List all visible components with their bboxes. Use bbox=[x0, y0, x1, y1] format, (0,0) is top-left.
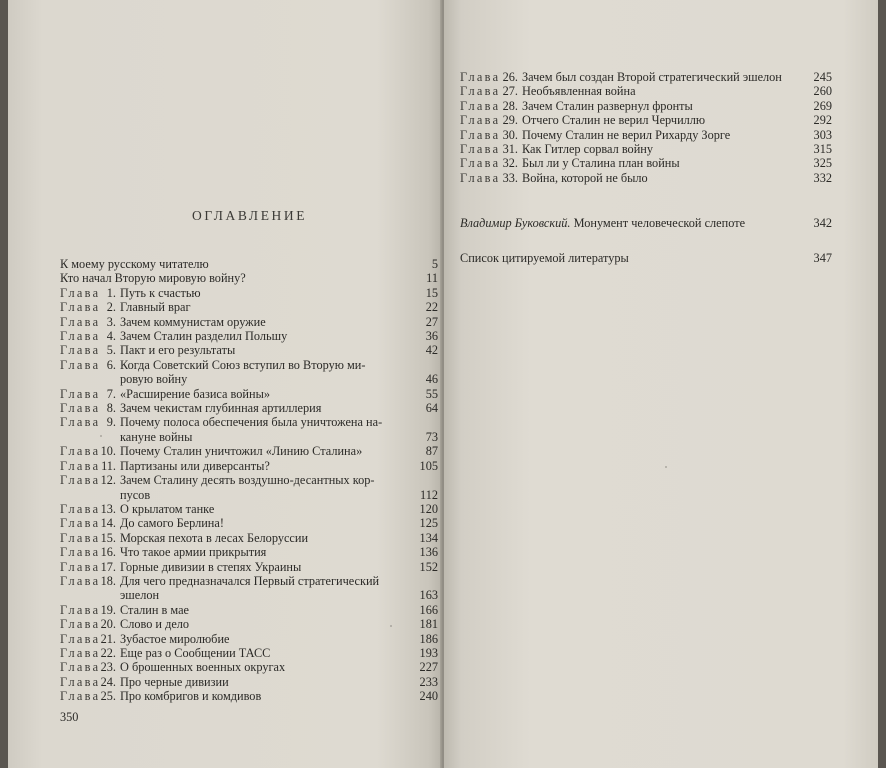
toc-chapter-entry bbox=[60, 617, 438, 631]
chapter-word: Глава bbox=[60, 458, 101, 473]
chapter-page: 163 bbox=[419, 588, 438, 603]
chapter-number: 13. bbox=[100, 501, 116, 516]
chapter-page: 73 bbox=[425, 429, 438, 444]
chapter-word: Глава bbox=[460, 170, 501, 185]
toc-chapter-entry bbox=[60, 444, 438, 458]
chapter-number: 29. bbox=[502, 113, 518, 128]
chapter-word: Глава bbox=[60, 660, 101, 675]
chapter-number: 20. bbox=[100, 617, 116, 632]
bibliography-entry bbox=[460, 251, 832, 266]
chapter-page: 105 bbox=[419, 458, 438, 473]
toc-chapter-entry bbox=[60, 545, 438, 559]
afterword-title: Монумент человеческой слепоте bbox=[573, 216, 746, 230]
chapter-word: Глава bbox=[60, 559, 101, 574]
chapter-word: Глава bbox=[60, 501, 101, 516]
chapter-number: 10. bbox=[100, 444, 116, 459]
chapter-title-continuation: пусов bbox=[120, 487, 151, 502]
chapter-page: 260 bbox=[813, 84, 832, 99]
chapter-number: 32. bbox=[502, 156, 518, 171]
chapter-title: Необъявленная война bbox=[522, 84, 636, 99]
chapter-title: Война, которой не было bbox=[522, 170, 648, 185]
toc-entry bbox=[60, 271, 438, 285]
bibliography-page: 347 bbox=[813, 251, 832, 265]
chapter-page: 112 bbox=[420, 487, 438, 502]
chapter-word: Глава bbox=[60, 689, 101, 704]
chapter-title: Еще раз о Сообщении ТАСС bbox=[120, 645, 271, 660]
toc-left-list bbox=[60, 257, 438, 704]
chapter-number: 28. bbox=[502, 98, 518, 113]
toc-chapter-entry bbox=[60, 300, 438, 314]
chapter-title: Партизаны или диверсанты? bbox=[120, 458, 270, 473]
toc-chapter-entry bbox=[460, 156, 832, 170]
toc-chapter-entry bbox=[60, 286, 438, 300]
chapter-word: Глава bbox=[460, 113, 501, 128]
chapter-word: Глава bbox=[60, 602, 101, 617]
chapter-number: 24. bbox=[100, 674, 116, 689]
chapter-page: 269 bbox=[813, 98, 832, 113]
toc-entry bbox=[60, 257, 438, 271]
chapter-page: 134 bbox=[419, 530, 438, 545]
chapter-title: Зачем чекистам глубинная артиллерия bbox=[120, 401, 322, 416]
toc-entry-page: 11 bbox=[426, 271, 438, 286]
chapter-title: Сталин в мае bbox=[120, 602, 189, 617]
chapter-page: 46 bbox=[425, 372, 438, 387]
toc-chapter-entry bbox=[460, 171, 832, 185]
toc-chapter-continuation bbox=[60, 372, 438, 386]
chapter-page: 315 bbox=[813, 142, 832, 157]
chapter-word: Глава bbox=[60, 631, 101, 646]
chapter-page: 42 bbox=[425, 343, 438, 358]
chapter-word: Глава bbox=[60, 300, 101, 315]
toc-chapter-entry bbox=[60, 315, 438, 329]
chapter-page: 181 bbox=[419, 617, 438, 632]
chapter-page: 125 bbox=[419, 516, 438, 531]
chapter-word: Глава bbox=[60, 357, 101, 372]
chapter-word: Глава bbox=[60, 386, 101, 401]
chapter-number: 27. bbox=[502, 84, 518, 99]
chapter-word: Глава bbox=[460, 127, 501, 142]
chapter-title: Почему Сталин не верил Рихарду Зорге bbox=[522, 127, 731, 142]
toc-chapter-entry bbox=[60, 646, 438, 660]
chapter-word: Глава bbox=[460, 98, 501, 113]
chapter-title: О крылатом танке bbox=[120, 501, 215, 516]
toc-chapter-entry bbox=[60, 387, 438, 401]
chapter-page: 240 bbox=[419, 689, 438, 704]
toc-chapter-entry bbox=[60, 415, 438, 429]
toc-chapter-entry bbox=[60, 401, 438, 415]
toc-chapter-entry bbox=[460, 128, 832, 142]
chapter-page: 27 bbox=[425, 314, 438, 329]
chapter-page: 186 bbox=[419, 631, 438, 646]
afterword-entry bbox=[460, 216, 832, 231]
toc-chapter-entry bbox=[60, 358, 438, 372]
chapter-title: Зачем был создан Второй стратегический эшелон bbox=[522, 70, 782, 84]
chapter-number: 15. bbox=[100, 530, 116, 545]
chapter-word: Глава bbox=[60, 516, 101, 531]
chapter-page: 36 bbox=[425, 329, 438, 344]
chapter-page: 193 bbox=[419, 645, 438, 660]
chapter-word: Глава bbox=[60, 645, 101, 660]
chapter-word: Глава bbox=[460, 156, 501, 171]
chapter-title: Почему полоса обеспечения была уничтожена на- bbox=[120, 415, 383, 430]
toc-chapter-entry bbox=[460, 113, 832, 127]
chapter-number: 16. bbox=[100, 545, 116, 560]
chapter-title-continuation: ровую войну bbox=[120, 372, 188, 387]
chapter-page: 152 bbox=[419, 559, 438, 574]
chapter-word: Глава bbox=[60, 329, 101, 344]
chapter-title: Зачем коммунистам оружие bbox=[120, 314, 266, 329]
toc-chapter-entry bbox=[60, 632, 438, 646]
chapter-page: 245 bbox=[813, 70, 832, 84]
toc-chapter-entry bbox=[460, 84, 832, 98]
toc-chapter-entry bbox=[60, 560, 438, 574]
chapter-page: 22 bbox=[425, 300, 438, 315]
chapter-title: Был ли у Сталина план войны bbox=[522, 156, 680, 171]
toc-chapter-continuation bbox=[60, 488, 438, 502]
toc-right-list bbox=[460, 70, 832, 185]
chapter-word: Глава bbox=[60, 573, 101, 588]
chapter-number: 1. bbox=[106, 285, 116, 300]
chapter-title: Слово и дело bbox=[120, 617, 190, 632]
chapter-title-continuation: эшелон bbox=[120, 588, 160, 603]
chapter-word: Глава bbox=[60, 674, 101, 689]
paper-speck bbox=[665, 466, 667, 468]
chapter-title: Горные дивизии в степях Украины bbox=[120, 559, 302, 574]
toc-chapter-entry bbox=[60, 603, 438, 617]
book-edge-left bbox=[0, 0, 8, 768]
chapter-title: Почему Сталин уничтожил «Линию Сталина» bbox=[120, 444, 363, 459]
chapter-number: 18. bbox=[100, 573, 116, 588]
chapter-word: Глава bbox=[60, 415, 101, 430]
chapter-number: 7. bbox=[106, 386, 116, 401]
toc-chapter-entry bbox=[60, 459, 438, 473]
chapter-number: 5. bbox=[106, 343, 116, 358]
toc-chapter-entry bbox=[60, 516, 438, 530]
chapter-word: Глава bbox=[60, 343, 101, 358]
chapter-page: 292 bbox=[813, 113, 832, 128]
toc-entry-title: К моему русскому читателю bbox=[60, 257, 209, 271]
book-edge-right bbox=[878, 0, 886, 768]
chapter-title: Что такое армии прикрытия bbox=[120, 545, 267, 560]
chapter-page: 325 bbox=[813, 156, 832, 171]
afterword-page: 342 bbox=[813, 216, 832, 230]
chapter-word: Глава bbox=[460, 142, 501, 157]
toc-entry-title: Кто начал Вторую мировую войну? bbox=[60, 271, 246, 286]
chapter-page: 233 bbox=[419, 674, 438, 689]
chapter-number: 11. bbox=[101, 458, 116, 473]
chapter-number: 17. bbox=[100, 559, 116, 574]
chapter-word: Глава bbox=[60, 617, 101, 632]
chapter-word: Глава bbox=[60, 401, 101, 416]
toc-chapter-entry bbox=[60, 574, 438, 588]
chapter-number: 3. bbox=[106, 314, 116, 329]
afterword-author: Владимир Буковский. bbox=[460, 216, 571, 230]
chapter-word: Глава bbox=[60, 285, 101, 300]
paper-speck bbox=[390, 625, 392, 627]
chapter-number: 23. bbox=[100, 660, 116, 675]
toc-chapter-entry bbox=[60, 473, 438, 487]
chapter-title: Как Гитлер сорвал войну bbox=[522, 142, 654, 157]
bibliography-title: Список цитируемой литературы bbox=[460, 251, 629, 265]
chapter-title: Про комбригов и комдивов bbox=[120, 689, 262, 704]
toc-chapter-entry bbox=[60, 531, 438, 545]
chapter-number: 12. bbox=[100, 473, 116, 488]
chapter-title: Зачем Сталину десять воздушно-десантных кор- bbox=[120, 473, 375, 488]
chapter-title: О брошенных военных округах bbox=[120, 660, 286, 675]
toc-chapter-entry bbox=[60, 502, 438, 516]
page-number: 350 bbox=[60, 710, 79, 724]
chapter-number: 33. bbox=[502, 170, 518, 185]
chapter-number: 2. bbox=[106, 300, 116, 315]
chapter-number: 31. bbox=[502, 142, 518, 157]
chapter-number: 9. bbox=[106, 415, 116, 430]
chapter-number: 21. bbox=[100, 631, 116, 646]
toc-chapter-continuation bbox=[60, 588, 438, 602]
chapter-title: Когда Советский Союз вступил во Вторую ми- bbox=[120, 357, 366, 372]
chapter-word: Глава bbox=[60, 545, 101, 560]
chapter-word: Глава bbox=[460, 84, 501, 99]
chapter-page: 15 bbox=[425, 285, 438, 300]
toc-chapter-entry bbox=[60, 689, 438, 703]
chapter-title: До самого Берлина! bbox=[120, 516, 224, 531]
chapter-number: 25. bbox=[100, 689, 116, 704]
toc-title: ОГЛАВЛЕНИЕ bbox=[192, 208, 308, 223]
chapter-word: Глава bbox=[60, 444, 101, 459]
chapter-number: 14. bbox=[100, 516, 116, 531]
chapter-title: Главный враг bbox=[120, 300, 191, 315]
toc-entry-page: 5 bbox=[431, 257, 438, 271]
toc-chapter-continuation bbox=[60, 430, 438, 444]
chapter-title-continuation: кануне войны bbox=[120, 429, 193, 444]
chapter-title: Для чего предназначался Первый стратегический bbox=[120, 573, 380, 588]
toc-chapter-entry bbox=[460, 142, 832, 156]
chapter-number: 19. bbox=[100, 602, 116, 617]
chapter-number: 4. bbox=[106, 329, 116, 344]
chapter-number: 22. bbox=[100, 645, 116, 660]
chapter-title: Морская пехота в лесах Белоруссии bbox=[120, 530, 309, 545]
chapter-title: Зачем Сталин развернул фронты bbox=[522, 98, 693, 113]
chapter-page: 136 bbox=[419, 545, 438, 560]
chapter-number: 6. bbox=[106, 357, 116, 372]
chapter-title: Зубастое миролюбие bbox=[120, 631, 230, 646]
chapter-title: Про черные дивизии bbox=[120, 674, 229, 689]
chapter-number: 30. bbox=[502, 127, 518, 142]
chapter-page: 120 bbox=[419, 501, 438, 516]
chapter-page: 166 bbox=[419, 602, 438, 617]
paper-speck bbox=[100, 435, 102, 437]
chapter-number: 8. bbox=[106, 401, 116, 416]
chapter-title: Пакт и его результаты bbox=[120, 343, 236, 358]
chapter-title: «Расширение базиса войны» bbox=[120, 386, 270, 401]
toc-chapter-entry bbox=[60, 660, 438, 674]
toc-chapter-entry bbox=[460, 70, 832, 84]
toc-chapter-entry bbox=[460, 99, 832, 113]
toc-chapter-entry bbox=[60, 675, 438, 689]
chapter-word: Глава bbox=[60, 314, 101, 329]
chapter-page: 55 bbox=[425, 386, 438, 401]
chapter-page: 87 bbox=[425, 444, 438, 459]
chapter-number: 26. bbox=[502, 70, 518, 84]
chapter-page: 332 bbox=[813, 170, 832, 185]
chapter-page: 303 bbox=[813, 127, 832, 142]
chapter-word: Глава bbox=[460, 70, 501, 84]
chapter-title: Отчего Сталин не верил Черчиллю bbox=[522, 113, 706, 128]
chapter-title: Зачем Сталин разделил Польшу bbox=[120, 329, 288, 344]
chapter-title: Путь к счастью bbox=[120, 285, 201, 300]
toc-chapter-entry bbox=[60, 343, 438, 357]
chapter-page: 227 bbox=[419, 660, 438, 675]
chapter-page: 64 bbox=[425, 401, 438, 416]
toc-chapter-entry bbox=[60, 329, 438, 343]
chapter-word: Глава bbox=[60, 473, 101, 488]
chapter-word: Глава bbox=[60, 530, 101, 545]
